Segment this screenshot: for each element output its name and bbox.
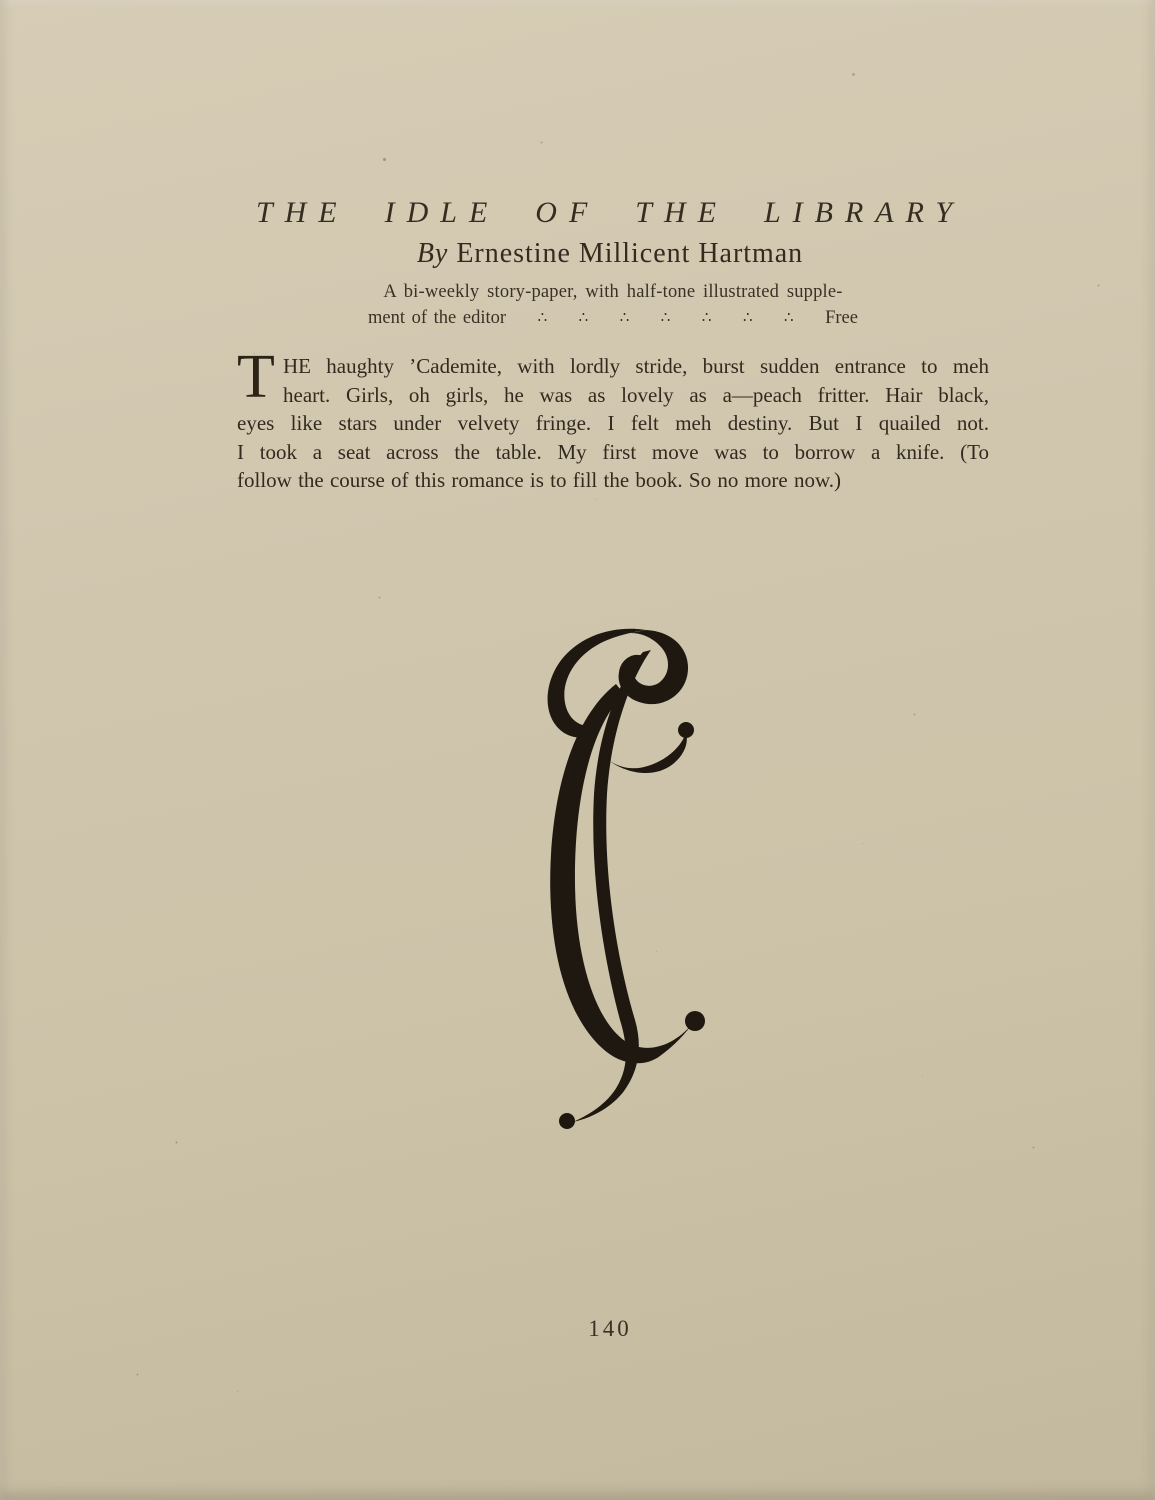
byline-author: Ernestine Millicent Hartman bbox=[456, 238, 804, 269]
paragraph-line: heart. Girls, oh girls, he was as lovely as a—peach fritter. Hair black, bbox=[283, 382, 989, 407]
subtitle-block bbox=[368, 282, 858, 329]
asterism-separator: ∴ bbox=[742, 308, 753, 326]
byline-prefix: By bbox=[416, 238, 449, 269]
paragraph-line: follow the course of this romance is to fill the book. So no more now.) bbox=[237, 468, 842, 492]
page-number: 140 bbox=[588, 1316, 632, 1341]
asterism-separator: ∴ bbox=[578, 308, 589, 326]
paper-specks bbox=[383, 158, 386, 161]
story-paragraph bbox=[237, 343, 989, 495]
page-title: THE IDLE OF THE LIBRARY bbox=[255, 196, 965, 229]
asterism-separator: ∴ bbox=[701, 308, 712, 326]
byline bbox=[85, 238, 1135, 270]
subtitle-line-2-text: ment of the editor bbox=[368, 308, 507, 328]
asterism-separator: ∴ bbox=[784, 308, 794, 326]
flourish-bottom-right-dot bbox=[685, 1011, 705, 1031]
subtitle-line-2 bbox=[368, 308, 858, 329]
asterism-separator: ∴ bbox=[619, 308, 630, 326]
paragraph-line: I took a seat across the table. My first move was to borrow a knife. (To bbox=[237, 439, 989, 464]
subtitle-price: Free bbox=[825, 308, 858, 328]
asterism-separator: ∴ bbox=[537, 308, 548, 326]
calligraphic-flourish-ornament bbox=[512, 622, 712, 1142]
flourish-middle-dot bbox=[678, 722, 694, 738]
subtitle-line-1: A bi-weekly story-paper, with half-tone illustrated supple- bbox=[383, 282, 843, 302]
paragraph-line: HE haughty ’Cademite, with lordly stride, burst sudden entrance to meh bbox=[283, 354, 989, 378]
asterism-separator: ∴ bbox=[660, 308, 671, 326]
flourish-spiral-loop bbox=[619, 630, 688, 704]
dropcap-letter: T bbox=[237, 343, 275, 411]
paragraph-line: eyes like stars under velvety fringe. I felt meh destiny. But I quailed not. bbox=[237, 411, 989, 435]
flourish-tail-dot bbox=[559, 1113, 575, 1129]
